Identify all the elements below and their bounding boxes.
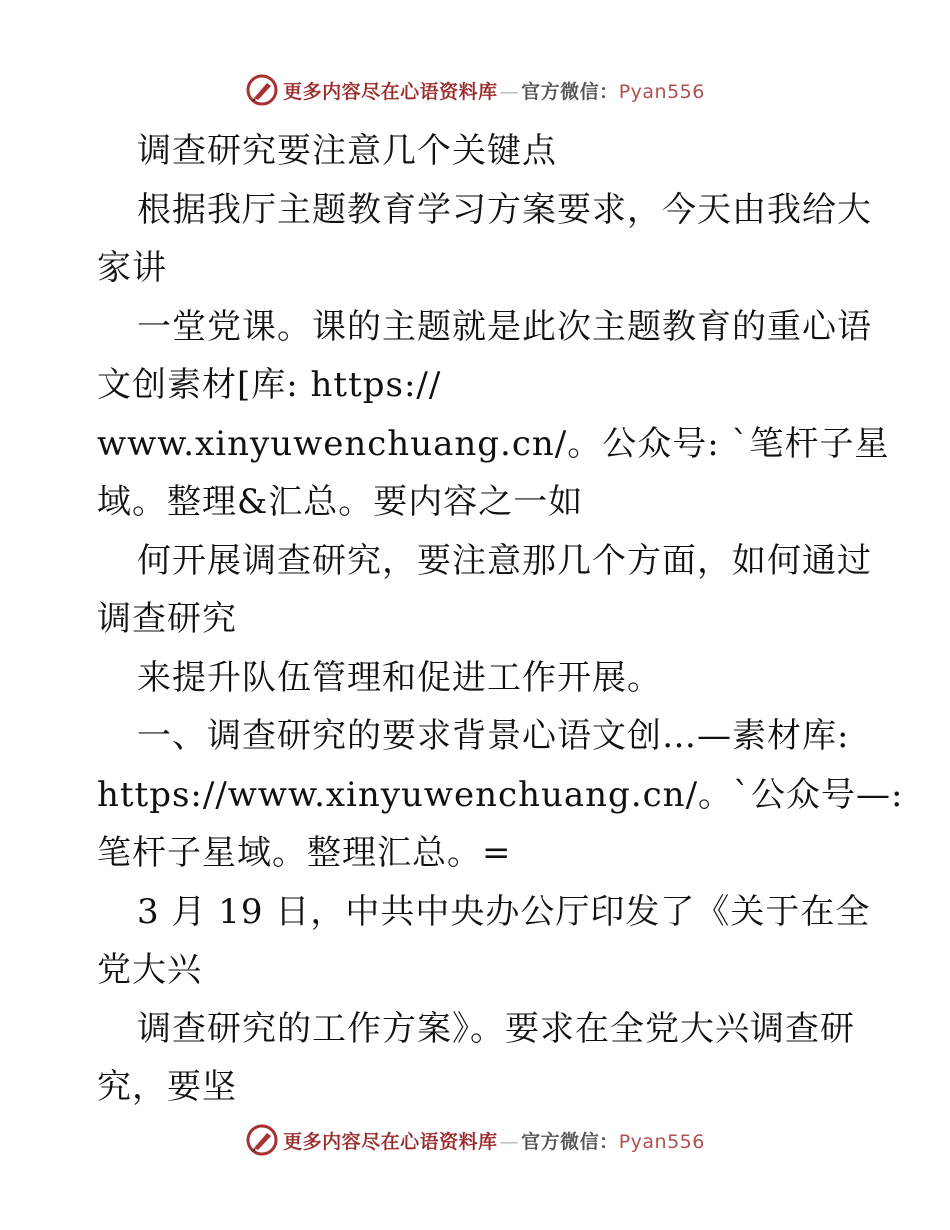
banner-wechat-id: Pyan556 bbox=[618, 80, 705, 103]
text-line: 何开展调查研究，要注意那几个方面，如何通过 bbox=[137, 540, 872, 581]
banner-wechat-id: Pyan556 bbox=[618, 1130, 705, 1153]
text-line: 根据我厅主题教育学习方案要求，今天由我给大 bbox=[137, 189, 872, 230]
pen-logo-icon bbox=[245, 73, 279, 107]
text-line: 域。整理&汇总。要内容之一如 bbox=[97, 482, 584, 522]
text-line: 一堂党课。课的主题就是此次主题教育的重心语 bbox=[137, 306, 872, 347]
banner-separator: — bbox=[499, 1130, 520, 1153]
banner-middle-text: 官方微信： bbox=[521, 1130, 619, 1153]
text-line: 文创素材[库: https:// bbox=[97, 365, 442, 405]
document-body bbox=[97, 122, 904, 1117]
banner-left-text: 更多内容尽在心语资料库 bbox=[283, 1130, 498, 1153]
banner-left-text: 更多内容尽在心语资料库 bbox=[283, 80, 498, 103]
banner-middle-text: 官方微信： bbox=[521, 80, 619, 103]
text-line: 3 月 19 日，中共中央办公厅印发了《关于在全 bbox=[137, 891, 871, 932]
text-line: www.xinyuwenchuang.cn/。公众号: `笔杆子星 bbox=[97, 423, 890, 464]
text-line: 调查研究的工作方案》。要求在全党大兴调查研 bbox=[137, 1008, 855, 1049]
header-banner bbox=[0, 70, 950, 110]
text-line: 党大兴 bbox=[97, 950, 202, 990]
banner-separator: — bbox=[499, 80, 520, 103]
text-line: 来提升队伍管理和促进工作开展。 bbox=[137, 657, 662, 698]
text-line: https://www.xinyuwenchuang.cn/。`公众号—: bbox=[97, 774, 904, 815]
text-line: 笔杆子星域。整理汇总。= bbox=[97, 833, 512, 873]
text-line: 家讲 bbox=[97, 248, 167, 288]
pen-logo-icon bbox=[245, 1123, 279, 1157]
text-line: 一、调查研究的要求背景心语文创…—素材库: bbox=[137, 716, 850, 756]
text-line: 究，要坚 bbox=[97, 1067, 237, 1107]
text-line: 调查研究 bbox=[97, 599, 237, 639]
text-line: 调查研究要注意几个关键点 bbox=[137, 131, 557, 171]
footer-banner bbox=[0, 1120, 950, 1160]
